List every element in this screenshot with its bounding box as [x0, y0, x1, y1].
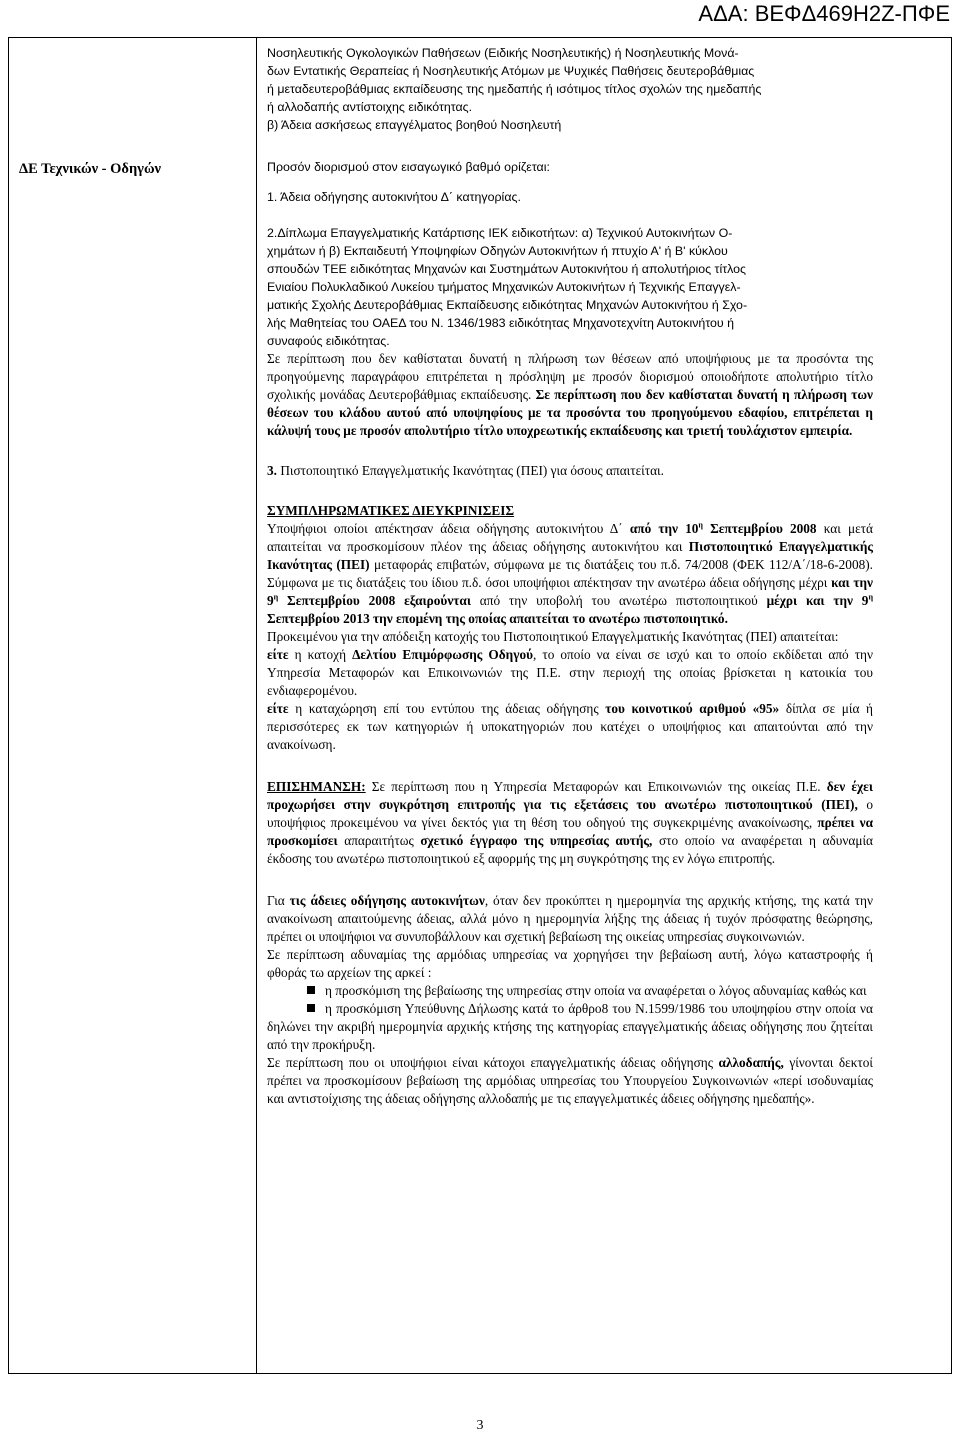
bullet-square-icon	[307, 986, 315, 994]
licenses-destruction: Σε περίπτωση αδυναμίας της αρμόδιας υπηρεσίας να χορηγήσει την βεβαίωση αυτή, λόγω καταστροφής ή φθοράς τω αρχείων της αρκεί :	[267, 947, 873, 980]
top-block	[267, 44, 873, 134]
text-line: σπουδών ΤΕΕ ειδικότητας Μηχανών και Συστημάτων Αυτοκινήτου ή απολυτήριος τίτλος	[267, 262, 746, 276]
notice-section	[267, 778, 873, 868]
text-line: Ενιαίου Πολυκλαδικού Λυκείου τμήματος Μηχανικών Αυτοκινήτων ή Τεχνικής Επαγγελ-	[267, 280, 741, 294]
item-1: 1. Άδεια οδήγησης αυτοκινήτου Δ΄ κατηγορίας.	[267, 190, 521, 204]
clarification-proof: Προκειμένου για την απόδειξη κατοχής του Πιστοποιητικού Επαγγελματικής Ικανότητας (ΠΕΙ) απαιτείται:	[267, 629, 839, 644]
licenses-bullet-1: η προσκόμιση της βεβαίωσης της υπηρεσίας στην οποία να αναφέρεται ο λόγος αδυναμίας καθώς και	[267, 982, 873, 1000]
text-line: συναφούς ειδικότητας.	[267, 334, 390, 348]
column-divider	[256, 38, 257, 1373]
text-line: ή μεταδευτεροβάθμιας εκπαίδευσης της ημεδαπής ή ισότιμος τίτλος σχολών της ημεδαπής	[267, 82, 762, 96]
text-line: δων Εντατικής Θεραπείας ή Νοσηλευτικής Ατόμων με Ψυχικές Παθήσεις δευτεροβάθμιας	[267, 64, 755, 78]
page-number: 3	[476, 1418, 484, 1433]
text-line: λής Μαθητείας του ΟΑΕΔ του Ν. 1346/1983 ειδικότητας Μηχανοτεχνίτη Αυτοκινήτου ή	[267, 316, 735, 330]
clarifications-section	[267, 502, 873, 754]
clarification-either-1: είτε η κατοχή Δελτίου Επιμόρφωσης Οδηγού, το οποίο να είναι σε ισχύ και το οποίο εκδίδεται από την Υπηρεσία Μεταφορών και Επικοινωνιών της Π.Ε. στην περιοχή της οποίας βρίσκεται η κατοικία του ενδιαφερομένου.	[267, 647, 874, 698]
document-code: ΑΔΑ: ΒΕΦΔ469Η2Ζ-ΠΦΕ	[698, 1, 950, 26]
license-b: β) Άδεια ασκήσεως επαγγέλματος βοηθού Νοσηλευτή	[267, 118, 562, 132]
text-line: χημάτων ή β) Εκπαιδευτή Υποψηφίων Οδηγών Αυτοκινήτων ή πτυχίο Α' ή Β' κύκλου	[267, 244, 728, 258]
licenses-paragraph: Για τις άδειες οδήγησης αυτοκινήτων, όταν δεν προκύπτει η ημερομηνία της αρχικής κτήσης, της κατά την ανακοίνωση απαιτούμενης άδειας, αλλά μόνο η ημερομηνία λήξης της άδειας ή τυχόν πρόσφατης θεώρησης, πρέπει οι υποψήφιοι να συνυποβάλλουν και σχετική βεβαίωση της οικείας υπηρεσίας συγκοινωνιών.	[267, 893, 873, 944]
clarification-license-date: Υποψήφιοι οποίοι απέκτησαν άδεια οδήγησης αυτοκινήτου Δ΄ από την $10^\eta$ Σεπτεμβρίου 2008 και μετά απαιτείται να προσκομίσουν πλέον της άδειας οδήγησης αυτοκινήτου και Πιστοποιητικό Επαγγελματικής Ικανότητας (ΠΕΙ) μεταφοράς επιβατών, σύμφωνα με τις διατάξεις του π.δ. 74/2008 (ΦΕΚ 112/Α΄/18-6-2008). Σύμφωνα με τις διατάξεις του ίδιου π.δ. όσοι υποψήφιοι απέκτησαν την ανωτέρω άδεια οδήγησης μέχρι και την $9^\eta$ Σεπτεμβρίου 2008 εξαιρούνται από την υποβολή του ανωτέρω πιστοποιητικού μέχρι και την $9^\eta$ Σεπτεμβρίου 2013 την επομένη της οποίας απαιτείται το ανωτέρω πιστοποιητικό.	[267, 520, 874, 626]
licenses-bullet-2: η προσκόμιση Υπεύθυνης Δήλωσης κατά το άρθρο8 του Ν.1599/1986 του υποψηφίου στην οποία να δηλώνει την ακριβή ημερομηνία αρχικής κτήσης της κατηγορίας επαγγελματικής άδειας οδήγησης που ζητείται από την προκήρυξη.	[267, 1001, 873, 1052]
licenses-foreign: Σε περίπτωση που οι υποψήφιοι είναι κάτοχοι επαγγελματικής άδειας οδήγησης αλλοδαπής, γίνονται δεκτοί πρέπει να προσκομίσουν βεβαίωση της αρμόδιας υπηρεσίας του Υπουργείου Συγκοινωνιών «περί ισοδυναμίας και αντιστοίχισης της άδειας οδήγησης αλλοδαπής με τις επαγγελματικές άδειες οδήγησης ημεδαπής».	[267, 1055, 873, 1106]
appointment-intro: Προσόν διορισμού στον εισαγωγικό βαθμό ορίζεται:	[267, 160, 550, 174]
text-line: ή αλλοδαπής αντίστοιχης ειδικότητας.	[267, 100, 473, 114]
bullet-square-icon	[307, 1004, 315, 1012]
item-2	[267, 224, 873, 350]
fallback-paragraph: Σε περίπτωση που δεν καθίσταται δυνατή η πλήρωση των θέσεων από υποψήφιους με τα προσόντα της προηγούμενης παραγράφου επιτρέπεται η πρόσληψη με προσόν διορισμού οποιοδήποτε απολυτήριο τίτλο σχολικής μονάδας Δευτεροβάθμιας εκπαίδευσης. Σε περίπτωση που δεν καθίσταται δυνατή η πλήρωση των θέσεων του κλάδου αυτού από υποψηφίους με τα προσόντα του προηγούμενου εδαφίου, επιτρέπεται η κάλυψή τους με προσόν απολυτήριο τίτλο υποχρεωτικής εκπαίδευσης και τριετή τουλάχιστον εμπειρία.	[267, 351, 874, 438]
item-3: 3. Πιστοποιητικό Επαγγελματικής Ικανότητας (ΠΕΙ) για όσους απαιτείται.	[267, 463, 664, 478]
licenses-section	[267, 892, 873, 1108]
requirements-cell	[267, 44, 873, 1108]
document-table	[8, 37, 952, 1374]
notice-paragraph: ΕΠΙΣΗΜΑΝΣΗ: Σε περίπτωση που η Υπηρεσία Μεταφορών και Επικοινωνιών της οικείας Π.Ε. δεν έχει προχωρήσει στην συγκρότηση επιτροπής για τις εξετάσεις του ανωτέρω πιστοποιητικού (ΠΕΙ), ο υποψήφιος προκειμένου να γίνει δεκτός για τη θέση του οδηγού της συγκεκριμένης ανακοίνωσης, πρέπει να προσκομίσει απαραιτήτως σχετικό έγγραφο της υπηρεσίας αυτής, στο οποίο να αναφέρεται η αδυναμία έκδοσης του ανωτέρω πιστοποιητικού εξ αφορμής της μη συγκρότησης της εν λόγω επιτροπής.	[267, 779, 874, 866]
clarification-either-2: είτε η καταχώρηση επί του εντύπου της άδειας οδήγησης του κοινοτικού αριθμού «95» δίπλα σε μία ή περισσότερες εκ των κατηγοριών ή υποκατηγοριών που κατέχει ο υποψήφιος και απαιτούνται από την ανακοίνωση.	[267, 701, 874, 752]
text-line: Νοσηλευτικής Ογκολογικών Παθήσεων (Ειδικής Νοσηλευτικής) ή Νοσηλευτικής Μονά-	[267, 46, 739, 60]
specialty-label: ΔΕ Τεχνικών - Οδηγών	[19, 161, 162, 177]
clarifications-heading: ΣΥΜΠΛΗΡΩΜΑΤΙΚΕΣ ΔΙΕΥΚΡΙΝΙΣΕΙΣ	[267, 503, 515, 518]
text-line: ματικής Σχολής Δευτεροβάθμιας Εκπαίδευσης ειδικότητας Μηχανών Αυτοκινήτου ή Σχο-	[267, 298, 748, 312]
text-line: 2.Δίπλωμα Επαγγελματικής Κατάρτισης ΙΕΚ ειδικοτήτων: α) Τεχνικού Αυτοκινήτων Ο-	[267, 226, 733, 240]
